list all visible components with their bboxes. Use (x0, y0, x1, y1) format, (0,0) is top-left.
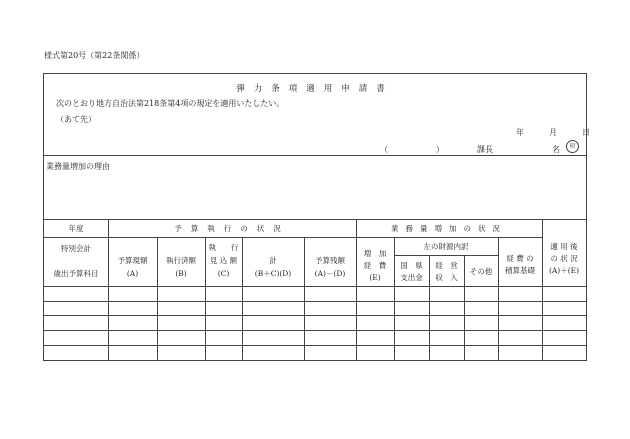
header-keihi-kiso: 経 費 の (506, 254, 534, 263)
header-shikko-mikomi-2: 見 込 額 (209, 256, 238, 265)
header-shikko-zumi-b: (B) (175, 269, 187, 278)
table-line (356, 237, 542, 238)
table-line (394, 255, 498, 256)
table-line (394, 237, 395, 360)
addressee-label: （あて先） (56, 115, 96, 124)
divider (44, 155, 586, 156)
table-row[interactable] (44, 345, 586, 346)
header-zaigen: 左の財源内訳 (423, 242, 469, 251)
header-saishutsu: 歳出予算科目 (53, 269, 99, 278)
form-label: 様式第20号（第22条関係） (44, 51, 145, 60)
header-keiei-2: 収 入 (435, 273, 458, 282)
header-tekiyo-2: の 状 況 (550, 254, 578, 263)
table-line (429, 255, 430, 360)
header-yosan-zan-ad: (A)－(D) (314, 269, 346, 278)
table-line (242, 237, 243, 360)
header-kokuken-2: 支出金 (400, 273, 423, 282)
budget-table (44, 219, 586, 360)
reason-label: 業務量増加の理由 (46, 162, 110, 171)
kacho-label: 課長 (477, 145, 493, 154)
header-kokuken: 国 県 (400, 261, 423, 270)
dept-field[interactable]: （ ） (380, 145, 444, 154)
table-line (44, 237, 108, 238)
header-zoka-keihi-e: (E) (369, 273, 381, 282)
table-line (44, 286, 586, 287)
form-title: 弾力条項適用申請書 (236, 84, 394, 94)
table-line (356, 219, 357, 360)
header-gyomu-zoka: 業務量増加の状況 (391, 224, 507, 233)
date-line (516, 127, 590, 138)
table-line (542, 219, 543, 360)
header-tekiyo-ae: (A)＋(E) (548, 266, 580, 275)
header-yosan-zan: 予算残額 (315, 256, 345, 265)
application-form (43, 73, 590, 361)
header-zoka-keihi-2: 経 費 (363, 261, 387, 270)
header-keihi-kiso-2: 積算基礎 (505, 266, 535, 275)
header-shikko-mikomi: 執 行 (208, 243, 239, 252)
header-tekiyo: 適 用 後 (550, 242, 578, 251)
date-month: 月 (549, 128, 557, 137)
header-keiei: 経 営 (435, 261, 458, 270)
table-row[interactable] (44, 330, 586, 331)
table-line (108, 237, 356, 238)
header-shikko-zumi: 執行済額 (166, 256, 196, 265)
header-kei-d: (B＋C)(D) (254, 269, 292, 278)
header-kei: 計 (269, 256, 277, 265)
table-row[interactable] (44, 315, 586, 316)
header-yosan-gensu: 予算現額 (117, 256, 148, 265)
header-tokubetsu: 特別会計 (61, 244, 91, 253)
header-nendo: 年度 (68, 224, 84, 233)
table-line (108, 219, 109, 360)
header-yosan-gensu-a: (A) (126, 269, 139, 278)
date-day: 日 (582, 128, 590, 137)
name-label: 名 (552, 145, 560, 154)
header-shikko-mikomi-c: (C) (217, 269, 230, 278)
table-line (44, 219, 586, 220)
seal-icon: 印 (566, 140, 579, 153)
table-line (205, 237, 206, 360)
header-sonota: その他 (469, 267, 493, 276)
header-yosan-shikko: 予算執行の状況 (174, 224, 290, 233)
date-year: 年 (516, 128, 524, 137)
table-line (304, 237, 305, 360)
table-row[interactable] (44, 301, 586, 302)
table-line (157, 237, 158, 360)
header-zoka-keihi: 増 加 (363, 249, 387, 258)
intro-text: 次のとおり地方自治法第218条第4項の規定を適用いたしたい。 (56, 99, 285, 108)
